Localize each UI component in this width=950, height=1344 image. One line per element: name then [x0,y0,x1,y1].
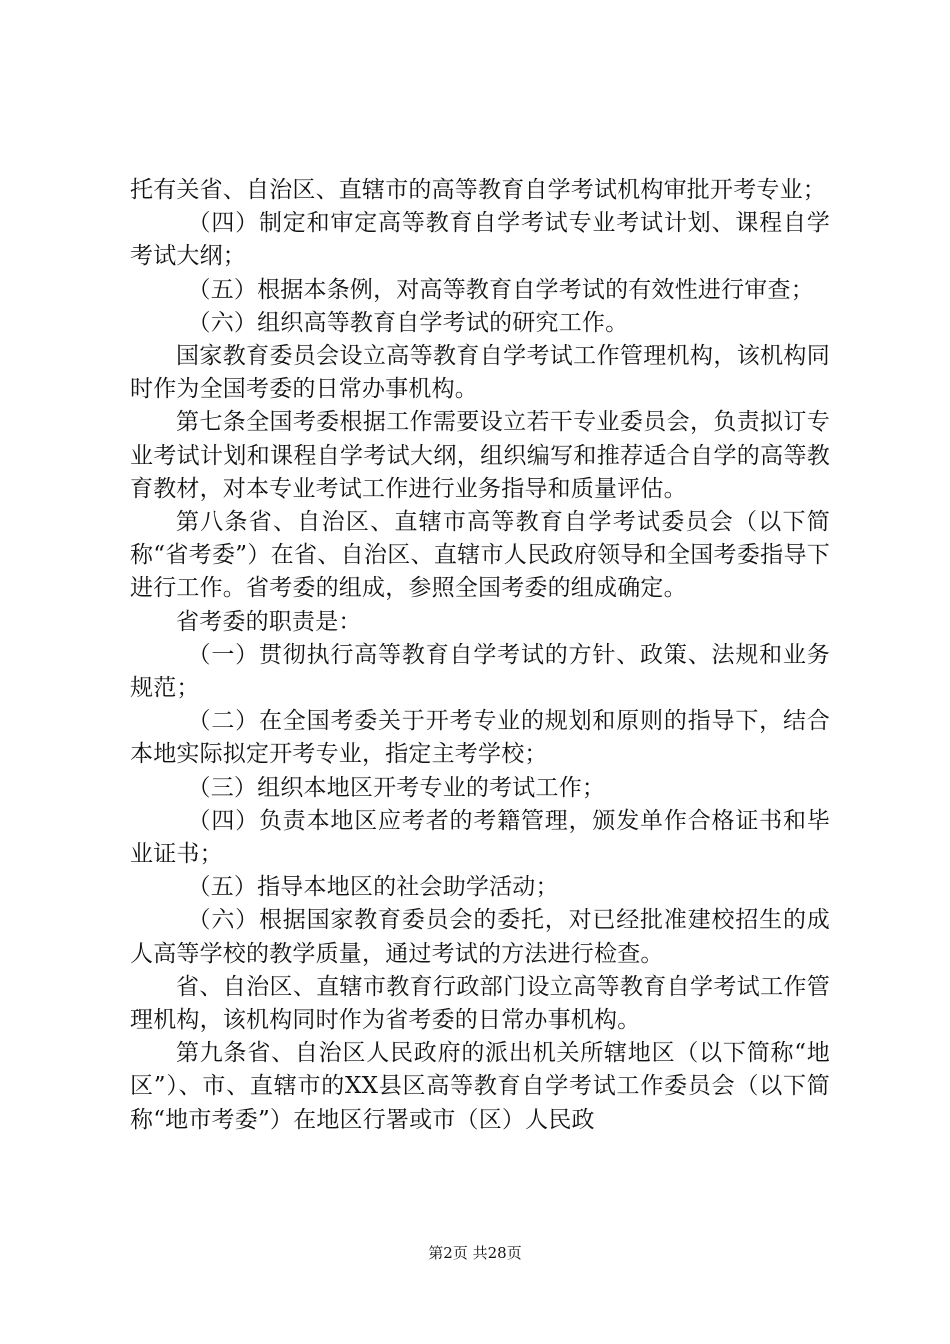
provincial-duty-5: （五）指导本地区的社会助学活动； [187,874,559,901]
list-item-6-research: （六）组织高等教育自学考试的研究工作。 [187,309,629,336]
provincial-duty-3: （三）组织本地区开考专业的考试工作； [187,774,606,801]
article-8: 第八条省、自治区、直辖市高等教育自学考试委员会（以下简称“省考委”）在省、自治区、直辖市人民政府领导和全国考委指导下进行工作。省考委的组成，参照全国考委的组成确定。 [130,509,830,602]
provincial-duty-4: （四）负责本地区应考者的考籍管理，颁发单作合格证书和毕业证书； [130,807,830,868]
article-7: 第七条全国考委根据工作需要设立若干专业委员会，负责拟订专业考试计划和课程自学考试大纲，组织编写和推荐适合自学的高等教育教材，对本专业考试工作进行业务指导和质量评估。 [130,409,830,502]
paragraph-continuation: 托有关省、自治区、直辖市的高等教育自学考试机构审批开考专业； [130,177,826,203]
document-body [130,174,830,1137]
paragraph-provincial-management-body: 省、自治区、直辖市教育行政部门设立高等教育自学考试工作管理机构，该机构同时作为省考委的日常办事机构。 [130,973,830,1034]
article-9: 第九条省、自治区人民政府的派出机关所辖地区（以下简称“地区”）、市、直辖市的XX县区高等教育自学考试工作委员会（以下简称“地市考委”）在地区行署或市（区）人民政 [130,1040,830,1133]
page-number-footer: 第2页 共28页 [428,1244,522,1262]
provincial-duty-2: （二）在全国考委关于开考专业的规划和原则的指导下，结合本地实际拟定开考专业，指定主考学校； [130,708,830,768]
list-item-5-review-validity: （五）根据本条例，对高等教育自学考试的有效性进行审查； [187,276,814,303]
list-item-4-formulate-plans: （四）制定和审定高等教育自学考试专业考试计划、课程自学考试大纲； [130,210,830,270]
provincial-duty-1: （一）贯彻执行高等教育自学考试的方针、政策、法规和业务规范； [130,641,830,702]
paragraph-national-management-body: 国家教育委员会设立高等教育自学考试工作管理机构，该机构同时作为全国考委的日常办事机构。 [130,343,830,403]
provincial-duty-6: （六）根据国家教育委员会的委托，对已经批准建校招生的成人高等学校的教学质量，通过考试的方法进行检查。 [130,907,830,967]
provincial-duties-heading: 省考委的职责是： [176,608,362,635]
